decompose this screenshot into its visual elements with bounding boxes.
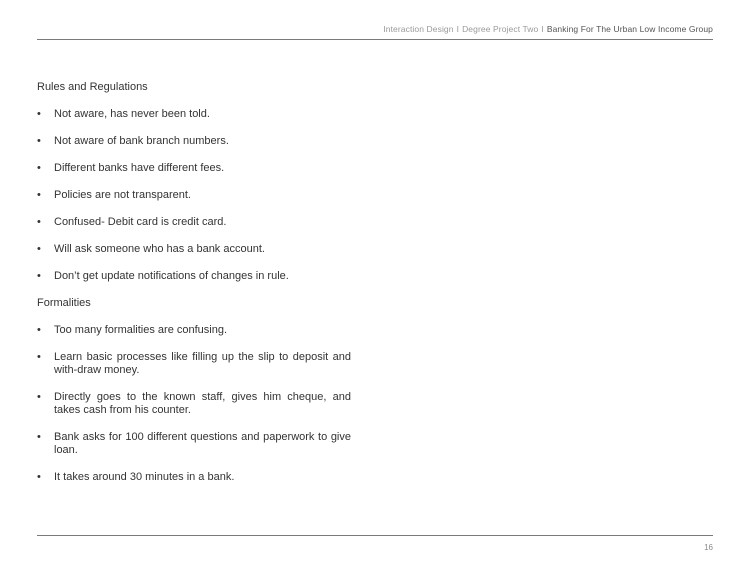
list-item: • Not aware of bank branch numbers. (37, 135, 229, 147)
list-item: • Policies are not transparent. (37, 189, 191, 201)
bullet-icon: • (37, 162, 41, 174)
bullet-icon: • (37, 243, 41, 255)
list-item: • Different banks have different fees. (37, 162, 225, 174)
breadcrumb-item-degree-project: Degree Project Two (462, 24, 539, 34)
bullet-icon: • (37, 216, 41, 228)
list-item: • Not aware, has never been told. (37, 108, 210, 120)
list-item: • Don’t get update notifications of changes in rule. (37, 270, 289, 282)
breadcrumb-separator: I (541, 24, 544, 34)
section-heading-rules: Rules and Regulations (37, 81, 148, 93)
list-item: • Confused- Debit card is credit card. (37, 216, 227, 228)
breadcrumb-separator: I (456, 24, 460, 34)
bullet-icon: • (37, 351, 41, 363)
bullet-icon: • (37, 135, 41, 147)
section-heading-formalities: Formalities (37, 297, 91, 309)
bullet-icon: • (37, 189, 41, 201)
list-item: • Too many formalities are confusing. (37, 324, 228, 336)
bullet-list-formalities (37, 324, 351, 484)
bullet-icon: • (37, 431, 41, 443)
list-item: • Bank asks for 100 different questions and paperwork to give loan. (37, 431, 351, 456)
bullet-icon: • (37, 324, 41, 336)
list-item: • Will ask someone who has a bank account. (37, 243, 265, 255)
list-item: • Learn basic processes like filling up the slip to deposit and with-draw money. (37, 351, 351, 376)
header-divider (37, 39, 713, 40)
page-content (37, 81, 351, 498)
list-item: • Directly goes to the known staff, gives him cheque, and takes cash from his counter. (37, 391, 351, 416)
footer-divider (37, 535, 713, 536)
bullet-icon: • (37, 471, 41, 483)
page-number: 16 (704, 543, 713, 552)
bullet-icon: • (37, 270, 41, 282)
breadcrumb-current: Banking For The Urban Low Income Group (546, 24, 713, 34)
bullet-list-rules (37, 108, 351, 283)
list-item: • It takes around 30 minutes in a bank. (37, 471, 235, 483)
bullet-icon: • (37, 391, 41, 403)
breadcrumb-item-interaction-design: Interaction Design (383, 24, 454, 34)
bullet-icon: • (37, 108, 41, 120)
breadcrumb (383, 24, 713, 34)
